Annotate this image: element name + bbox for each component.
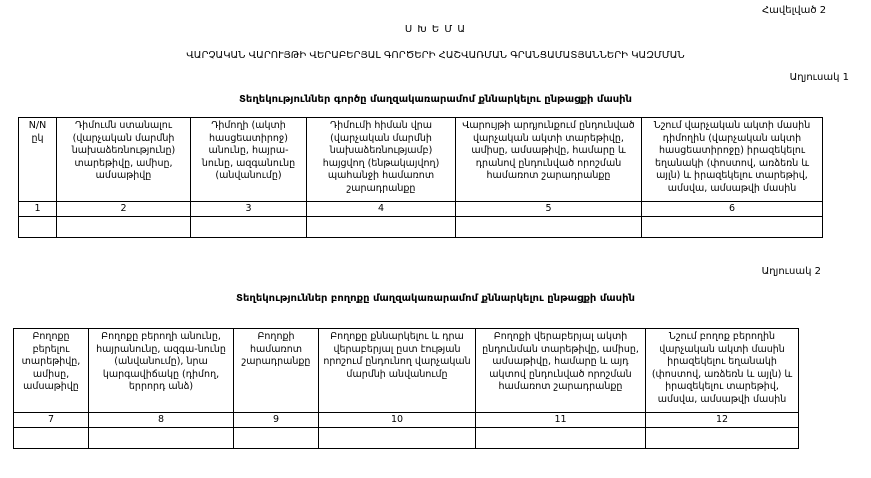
table2-column-number: 7 <box>14 413 89 428</box>
table2-cell <box>234 428 319 449</box>
table2-cell <box>89 428 234 449</box>
table2-cell <box>476 428 646 449</box>
table1-cell <box>456 217 642 238</box>
table1-cell <box>19 217 57 238</box>
table1-empty-row <box>19 217 823 238</box>
table1-header-row <box>19 118 823 202</box>
table1-cell <box>191 217 307 238</box>
table1-number-row <box>19 202 823 217</box>
table1-label: Աղյուսակ 1 <box>789 72 849 83</box>
table2-column-number: 10 <box>319 413 476 428</box>
table2-header-row <box>14 329 799 413</box>
table1-cell <box>642 217 823 238</box>
table1-column-number: 4 <box>307 202 456 217</box>
table2-header-cell: Բողոքը բերելու տարեթիվը, ամիսը, ամսաթիվը <box>14 329 89 413</box>
table2-cell <box>14 428 89 449</box>
table1-cell <box>307 217 456 238</box>
table2 <box>13 328 799 449</box>
table1-header-cell: Վարույթի արդյունքում ընդունված վարչական ակտի տարեթիվը, ամիսը, ամսաթիվը, համարը և դրանով ընդունված որոշման համառոտ շարադրանքը <box>456 118 642 202</box>
document-subtitle: ՎԱՐՉԱԿԱՆ ՎԱՐՈՒՅԹԻ ՎԵՐԱԲԵՐՅԱԼ ԳՈՐԾԵՐԻ ՀԱՇՎԱՌՄԱՆ ԳՐԱՆՑԱՄԱՏՅԱՆՆԵՐԻ ԿԱԶՄՄԱՆ <box>186 50 685 61</box>
table1-header-cell: Դիմումի հիման վրա (վարչական մարմնի նախաձեռնությամբ) հայցվող (ենթակայվող) պահանջի համառոտ շարադրանքը <box>307 118 456 202</box>
appendix-label: Հավելված 2 <box>762 5 827 16</box>
document-title: Ս Խ Ե Մ Ա <box>404 24 467 35</box>
table1-header-cell: Նշում վարչական ակտի մասին դիմողին (վարչական ակտի հասցեատիրոջը) իրազեկելու եղանակի (փոստով, առձեռն և այլն) և իրազեկելու տարեթիվ, ամսվա, ամսաթվի մասին <box>642 118 823 202</box>
table1 <box>18 117 823 238</box>
table2-cell <box>646 428 799 449</box>
table1-column-number: 1 <box>19 202 57 217</box>
table2-column-number: 8 <box>89 413 234 428</box>
table1-column-number: 5 <box>456 202 642 217</box>
table1-column-number: 6 <box>642 202 823 217</box>
table2-header-cell: Բողոքի վերաբերյալ ակտի ընդունման տարեթիվը, ամիսը, ամսաթիվը, համարը և այդ ակտով ընդունված որոշման համառոտ շարադրանքը <box>476 329 646 413</box>
table2-cell <box>319 428 476 449</box>
table2-header-cell: Նշում բողոք բերողին վարչական ակտի մասին իրազեկելու եղանակի (փոստով, առձեռն և այլն) և իրազեկելու տարեթիվ, ամսվա, ամսաթվի մասին <box>646 329 799 413</box>
table2-empty-row <box>14 428 799 449</box>
table2-column-number: 12 <box>646 413 799 428</box>
table2-header-cell: Բողոքը քննարկելու և դրա վերաբերյալ ըստ էության որոշում ընդունող վարչական մարմնի անվանումը <box>319 329 476 413</box>
table2-number-row <box>14 413 799 428</box>
table1-header-cell: Դիմումն ստանալու (վարչական մարմնի նախաձեռնությունը) տարեթիվը, ամիսը, ամսաթիվը <box>57 118 191 202</box>
table1-cell <box>57 217 191 238</box>
table2-heading: Տեղեկություններ բողոքը մաղզակառարամոմ քննարկելու ընթացքի մասին <box>236 293 635 304</box>
table2-header-cell: Բողոքը բերողի անունը, հայրանունը, ազգա-նունը (անվանումը), նրա կարգավիճակը (դիմող, երրորդ անձ) <box>89 329 234 413</box>
table1-header-cell: N/N ըկ <box>19 118 57 202</box>
table2-label: Աղյուսակ 2 <box>761 266 821 277</box>
table1-header-cell: Դիմողի (ակտի հասցեատիրոջ) անունը, հայրա-նունը, ազգանունը (անվանումը) <box>191 118 307 202</box>
table1-heading: Տեղեկություններ գործը մաղզակառարամոմ քննարկելու ընթացքի մասին <box>239 94 632 105</box>
table1-column-number: 2 <box>57 202 191 217</box>
table1-column-number: 3 <box>191 202 307 217</box>
table2-header-cell: Բողոքի համառոտ շարադրանքը <box>234 329 319 413</box>
table2-column-number: 9 <box>234 413 319 428</box>
table2-column-number: 11 <box>476 413 646 428</box>
